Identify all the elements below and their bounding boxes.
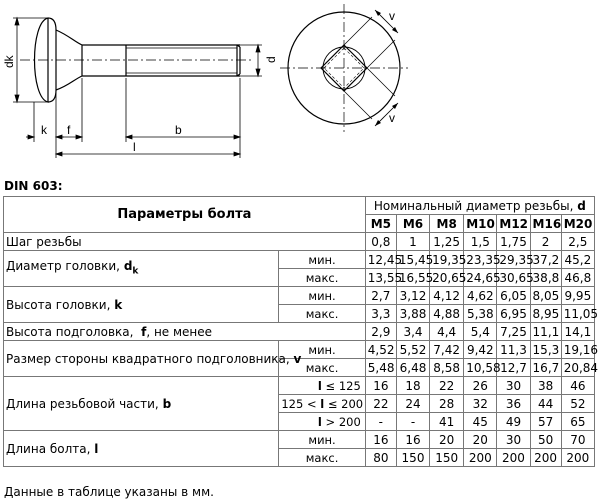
condition-1	[279, 377, 365, 395]
value-cell: 36	[497, 395, 530, 413]
value-cell: 49	[497, 413, 530, 431]
value-cell: 16,55	[396, 269, 429, 287]
value-cell: 6,48	[396, 359, 429, 377]
size-header: M10	[464, 215, 497, 233]
value-cell: 12,45	[365, 251, 396, 269]
value-cell: 4,12	[430, 287, 464, 305]
value-cell: 3,12	[396, 287, 429, 305]
value-cell: 30	[497, 431, 530, 449]
param-bolt-length: Длина болта, l	[4, 431, 279, 467]
value-cell: 5,52	[396, 341, 429, 359]
value-cell: 45,2	[561, 251, 594, 269]
value-cell: 80	[365, 449, 396, 467]
header-params: Параметры болта	[4, 197, 366, 233]
table-header-row	[4, 197, 595, 215]
value-cell: 16	[365, 377, 396, 395]
value-cell: 44	[530, 395, 561, 413]
table-footnote: Данные в таблице указаны в мм.	[4, 485, 214, 499]
size-header: M6	[396, 215, 429, 233]
value-cell: 32	[464, 395, 497, 413]
table-row-head-diameter-min	[4, 251, 595, 269]
value-cell: 20	[464, 431, 497, 449]
label-b: b	[175, 123, 182, 137]
header-nominal-diameter: Номинальный диаметр резьбы, d	[365, 197, 594, 215]
condition-3	[279, 413, 365, 431]
value-cell: 70	[561, 431, 594, 449]
value-cell: 6,05	[497, 287, 530, 305]
value-cell: 22	[365, 395, 396, 413]
value-cell: 5,38	[464, 305, 497, 323]
value-cell: 24	[396, 395, 429, 413]
value-cell: 200	[561, 449, 594, 467]
value-cell: 1	[396, 233, 429, 251]
value-cell: 2,5	[561, 233, 594, 251]
size-header: M8	[430, 215, 464, 233]
condition-text: l ≤ 125	[317, 378, 361, 393]
value-cell: 12,7	[497, 359, 530, 377]
value-cell: 23,35	[464, 251, 497, 269]
value-cell: 50	[530, 431, 561, 449]
label-l: l	[133, 140, 136, 154]
value-cell: 11,05	[561, 305, 594, 323]
value-cell: 45	[464, 413, 497, 431]
label-dk: dk	[2, 55, 16, 68]
label-v-bottom: v	[389, 111, 395, 125]
value-cell: 46,8	[561, 269, 594, 287]
label-d: d	[264, 56, 278, 63]
value-cell: 38,8	[530, 269, 561, 287]
side-view	[20, 18, 252, 102]
side-view-dimensions	[13, 18, 262, 158]
value-cell: 1,75	[497, 233, 530, 251]
value-cell: 11,1	[530, 323, 561, 341]
param-head-height: Высота головки, k	[4, 287, 279, 323]
qualifier-max: макс.	[279, 359, 365, 377]
value-cell: 8,95	[530, 305, 561, 323]
value-cell: -	[396, 413, 429, 431]
value-cell: 3,4	[396, 323, 429, 341]
table-row-pitch	[4, 233, 595, 251]
value-cell: 4,62	[464, 287, 497, 305]
value-cell: 24,65	[464, 269, 497, 287]
bolt-spec-table	[3, 196, 599, 467]
value-cell: 2,9	[365, 323, 396, 341]
value-cell: 30	[497, 377, 530, 395]
value-cell: 7,42	[430, 341, 464, 359]
value-cell: 0,8	[365, 233, 396, 251]
value-cell: 41	[430, 413, 464, 431]
value-cell: 8,05	[530, 287, 561, 305]
table-row-thread-length-1	[4, 377, 595, 395]
value-cell: 46	[561, 377, 594, 395]
value-cell: 3,3	[365, 305, 396, 323]
value-cell: 7,25	[497, 323, 530, 341]
value-cell: 20,65	[430, 269, 464, 287]
value-cell: 9,95	[561, 287, 594, 305]
value-cell: 52	[561, 395, 594, 413]
value-cell: 150	[396, 449, 429, 467]
value-cell: 16	[365, 431, 396, 449]
value-cell: 2,7	[365, 287, 396, 305]
value-cell: 200	[464, 449, 497, 467]
value-cell: 3,88	[396, 305, 429, 323]
value-cell: 150	[430, 449, 464, 467]
drawing-labels	[2, 9, 395, 154]
value-cell: 29,35	[497, 251, 530, 269]
value-cell: 16	[396, 431, 429, 449]
value-cell: 28	[430, 395, 464, 413]
value-cell: 5,48	[365, 359, 396, 377]
value-cell: 14,1	[561, 323, 594, 341]
size-header: M12	[497, 215, 530, 233]
label-v-top: v	[389, 9, 395, 23]
value-cell: 26	[464, 377, 497, 395]
value-cell: 6,95	[497, 305, 530, 323]
value-cell: 5,4	[464, 323, 497, 341]
bolt-technical-drawing	[0, 0, 602, 175]
value-cell: 38	[530, 377, 561, 395]
value-cell: 57	[530, 413, 561, 431]
label-k: k	[41, 123, 47, 137]
param-neck-height: Высота подголовка, f, не менее	[4, 323, 366, 341]
qualifier-min: мин.	[279, 251, 365, 269]
qualifier-min: мин.	[279, 341, 365, 359]
table-row-square-side-min	[4, 341, 595, 359]
value-cell: 1,25	[430, 233, 464, 251]
value-cell: 30,65	[497, 269, 530, 287]
value-cell: 16,7	[530, 359, 561, 377]
condition-2	[279, 395, 365, 413]
param-square-side: Размер стороны квадратного подголовника, v	[4, 341, 279, 377]
value-cell: 18	[396, 377, 429, 395]
value-cell: 4,52	[365, 341, 396, 359]
value-cell: 37,2	[530, 251, 561, 269]
condition-text: l > 200	[317, 414, 361, 429]
value-cell: 19,35	[430, 251, 464, 269]
table-row-head-height-min	[4, 287, 595, 305]
size-header: M16	[530, 215, 561, 233]
value-cell: 1,5	[464, 233, 497, 251]
size-header: M20	[561, 215, 594, 233]
value-cell: 4,4	[430, 323, 464, 341]
label-f: f	[67, 123, 71, 137]
param-pitch: Шаг резьбы	[4, 233, 366, 251]
value-cell: 2	[530, 233, 561, 251]
qualifier-max: макс.	[279, 449, 365, 467]
value-cell: 20	[430, 431, 464, 449]
param-head-diameter: Диаметр головки, $d_k$	[4, 251, 279, 287]
qualifier-min: мин.	[279, 431, 365, 449]
document-title: DIN 603:	[4, 179, 63, 193]
value-cell: 22	[430, 377, 464, 395]
value-cell: 11,3	[497, 341, 530, 359]
value-cell: 10,58	[464, 359, 497, 377]
value-cell: 15,3	[530, 341, 561, 359]
value-cell: -	[365, 413, 396, 431]
value-cell: 20,84	[561, 359, 594, 377]
condition-text: 125 < l ≤ 200	[281, 396, 364, 411]
value-cell: 9,42	[464, 341, 497, 359]
value-cell: 65	[561, 413, 594, 431]
value-cell: 8,58	[430, 359, 464, 377]
value-cell: 200	[530, 449, 561, 467]
table-row-neck-height	[4, 323, 595, 341]
value-cell: 13,55	[365, 269, 396, 287]
qualifier-max: макс.	[279, 305, 365, 323]
param-thread-length: Длина резьбовой части, b	[4, 377, 279, 431]
qualifier-max: макс.	[279, 269, 365, 287]
value-cell: 200	[497, 449, 530, 467]
size-header: M5	[365, 215, 396, 233]
value-cell: 19,16	[561, 341, 594, 359]
value-cell: 15,45	[396, 251, 429, 269]
qualifier-min: мин.	[279, 287, 365, 305]
table-row-bolt-length-min	[4, 431, 595, 449]
value-cell: 4,88	[430, 305, 464, 323]
